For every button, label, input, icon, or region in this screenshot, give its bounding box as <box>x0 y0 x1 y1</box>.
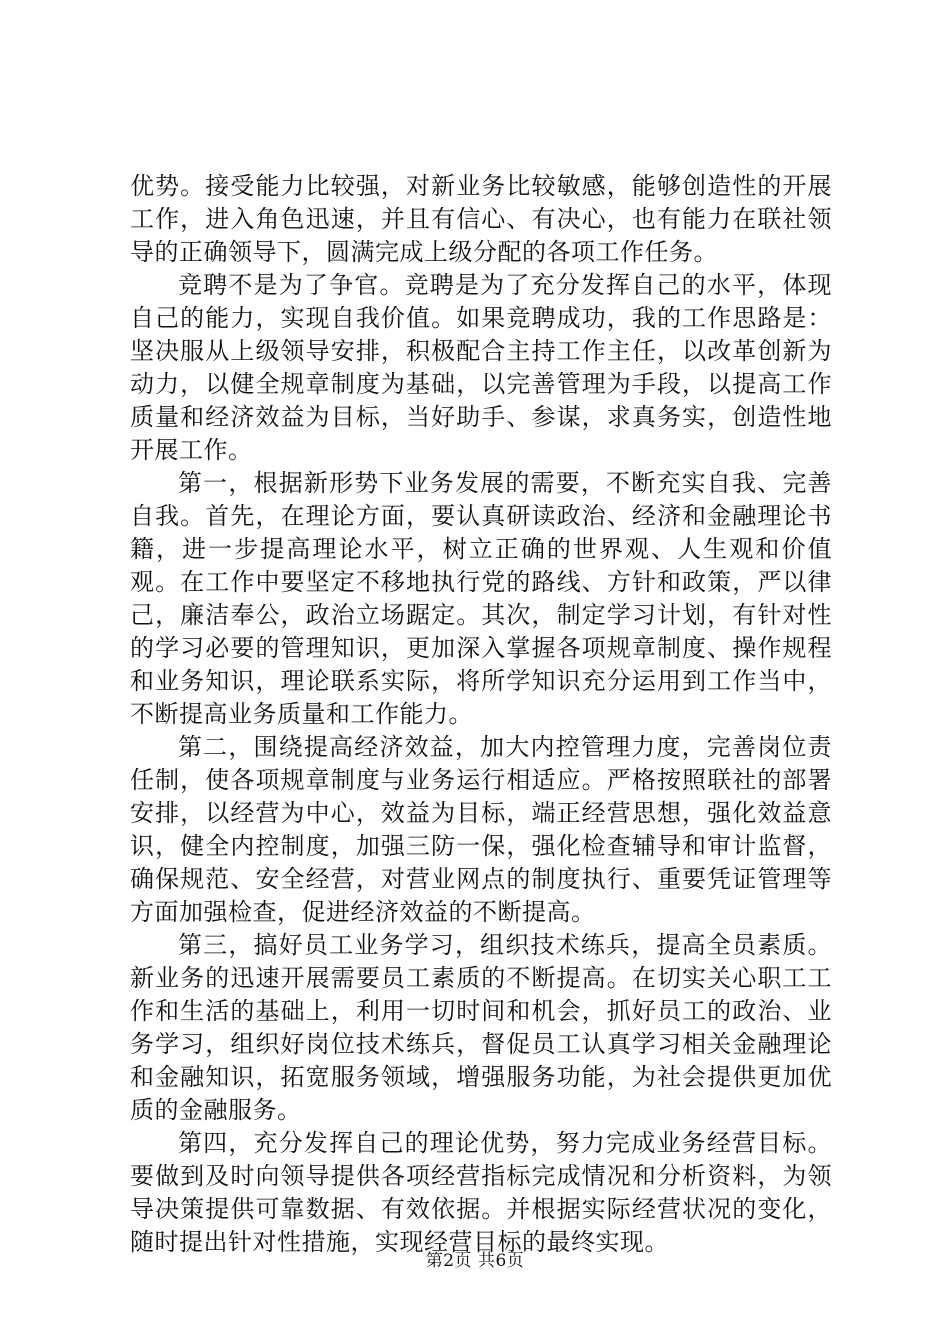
paragraph-continuation: 优势。接受能力比较强，对新业务比较敏感，能够创造性的开展工作，进入角色迅速，并且有信心、有决心，也有能力在联社领导的正确领导下，圆满完成上级分配的各项工作任务。 <box>130 172 832 266</box>
paragraph-second-point: 第二，围绕提高经济效益，加大内控管理力度，完善岗位责任制，使各项规章制度与业务运行相适应。严格按照联社的部署安排，以经营为中心，效益为目标，端正经营思想，强化效益意识，健全内控制度，加强三防一保，强化检查辅导和审计监督，确保规范、安全经营，对营业网点的制度执行、重要凭证管理等方面加强检查，促进经济效益的不断提高。 <box>130 733 832 926</box>
document-body <box>130 170 832 1259</box>
paragraph-fourth-point: 第四，充分发挥自己的理论优势，努力完成业务经营目标。要做到及时向领导提供各项经营指标完成情况和分析资料，为领导决策提供可靠数据、有效依据。并根据实际经营状况的变化，随时提出针对性措施，实现经营目标的最终实现。 <box>130 1129 832 1256</box>
page-number-footer: 第2页 共6页 <box>425 1251 525 1271</box>
paragraph-third-point: 第三，搞好员工业务学习，组织技术练兵，提高全员素质。新业务的迅速开展需要员工素质的不断提高。在切实关心职工工作和生活的基础上，利用一切时间和机会，抓好员工的政治、业务学习，组织好岗位技术练兵，督促员工认真学习相关金融理论和金融知识，拓宽服务领域，增强服务功能，为社会提供更加优质的金融服务。 <box>130 931 832 1124</box>
paragraph-first-point: 第一，根据新形势下业务发展的需要，不断充实自我、完善自我。首先，在理论方面，要认真研读政治、经济和金融理论书籍，进一步提高理论水平，树立正确的世界观、人生观和价值观。在工作中要坚定不移地执行党的路线、方针和政策，严以律己，廉洁奉公，政治立场踞定。其次，制定学习计划，有针对性的学习必要的管理知识，更加深入掌握各项规章制度、操作规程和业务知识，理论联系实际，将所学知识充分运用到工作当中，不断提高业务质量和工作能力。 <box>130 469 832 728</box>
paragraph-competition: 竞聘不是为了争官。竞聘是为了充分发挥自己的水平，体现自己的能力，实现自我价值。如果竞聘成功，我的工作思路是：坚决服从上级领导安排，积极配合主持工作主任，以改革创新为动力，以健全规章制度为基础，以完善管理为手段，以提高工作质量和经济效益为目标，当好助手、参谋，求真务实，创造性地开展工作。 <box>130 271 832 464</box>
